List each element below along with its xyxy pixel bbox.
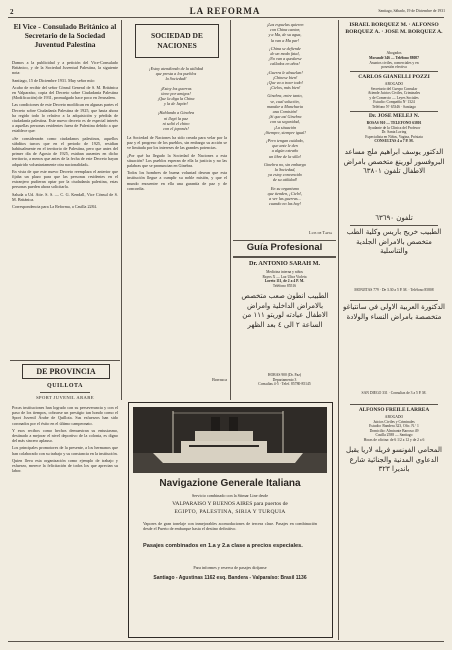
detail-line: Rayos X — Luz Ultra Violeta — [262, 274, 307, 279]
detail-line: Domicilio: Almirante Barroso 49 — [369, 428, 419, 433]
detail-line: Departamento 3 — [272, 377, 297, 382]
date-line: Santiago, Sábado, 19 de Diciembre de 1931 — [378, 9, 445, 13]
provincia-section-box: DE PROVINCIA — [22, 364, 110, 379]
poem-line: la van a Ma par! — [270, 37, 300, 43]
poem-line: mandar a Manchuria — [267, 103, 303, 109]
navigazione-route-2: EGIPTO, PALESTINA, SIRIA Y TURQUIA — [174, 509, 286, 515]
bottom-rule — [8, 641, 444, 642]
larrea-details — [342, 415, 446, 443]
gianelli-details — [342, 82, 446, 110]
divider — [350, 404, 438, 405]
society-article — [127, 135, 227, 375]
poem-line: ni salió el chino — [162, 120, 190, 126]
poem-line: de su utilidad! — [272, 177, 298, 183]
poem-line: ¡La situación — [273, 124, 297, 130]
detail-line: Estudio: Bandera 323, Ofic. N.º 1 — [369, 424, 419, 429]
paragraph: En vista de que este nuevo Decreto reemplaza el anterior que fijaba un plazo para que las personas residentes en el extranjero pudieran optar por la ciudadanía palestina, estas personas pueden ahora solicitarla. — [12, 168, 118, 190]
melej-details — [342, 121, 446, 144]
detail-line: Teléfono 85516 — [272, 283, 297, 288]
poem-line: ¡Guerra le absuelan! — [267, 69, 303, 75]
detail-line: Teléfono Nº 65346 · Santiago — [372, 104, 416, 109]
detail-line: Secretario del Cuerpo Consular — [370, 86, 418, 91]
detail-line: Medicina interna y niños — [266, 270, 303, 274]
poem-line: con su seguridad, — [270, 119, 300, 125]
poem-line: callados en años! — [270, 61, 300, 67]
society-of-nations-box: SOCIEDAD DE NACIONES — [135, 24, 219, 58]
paris-arabic: الطبيب خريج باريس وكلية الطب متخصص بالامراض الجلدية والتناسلية — [346, 228, 442, 255]
doctor-sarah-name: Dr. ANTONIO SARAH M. — [249, 260, 320, 267]
gianelli-name: CARLOS GIANELLI POZZI — [358, 74, 430, 80]
divider — [350, 225, 438, 226]
navigazione-address: Santiago - Agustinas 1162 esq. Bandera - Valparaíso: Brasil 1136 — [153, 575, 307, 581]
navigazione-ad — [128, 402, 333, 638]
divider — [350, 300, 438, 301]
melej-name: Dr. JOSE MELEJ N. — [368, 113, 420, 119]
poem-line: ¡Siempre, siempre igual! — [264, 129, 306, 135]
paragraph: Santiago, 15 de Diciembre 1931. Muy señor mío: — [12, 77, 95, 83]
poem-line: Ginebra no, sin embargo — [264, 161, 306, 167]
borquez-title: Abogados — [386, 51, 402, 55]
detail-line: CONSULTAS 4 a 7 P. M. — [374, 139, 414, 144]
poem-line: ¡Hablando a Ginebra — [157, 110, 195, 116]
masthead: LA REFORMA — [189, 6, 261, 16]
poem-line: una Comisión! — [272, 109, 298, 115]
column-divider-2 — [230, 20, 231, 400]
paragraph: Todos los hombres de buena voluntad desean que esta institución llegue a cumplir su noble misión, y que el mundo encuentre en ella una garantía de paz y de concordia. — [127, 170, 227, 191]
navigazione-highlight: Pasajes combinados en 1.a y 2.a clase a precios especiales. — [143, 543, 303, 549]
divider — [350, 111, 438, 112]
poem-line: ¡Si que así Ginebra — [268, 114, 302, 120]
poem-line: un libre de la silla! — [269, 153, 301, 159]
poem-line: ni llegó la paz — [164, 115, 188, 121]
detail-line: ROSAS 910 — TELEFONO 63801 — [366, 121, 422, 125]
paragraph: Las condiciones de este Decreto modifican en algunas partes el Decreto sobre Ciudadanía Palestina de 1925, que hasta ahora ha regido todo lo relativo a la adquisición y pérdida de ciudadanía palestina. Este nuevo decreto es de especial interés a aquellas personas residentes fuera de Palestina debido a que establece que: — [12, 102, 118, 134]
paragraph: Los principales promotores de la presente, a los hermanos que han colaborado con su trabajo y su constancia en la institución. — [12, 445, 118, 456]
poem-line: En su organismo — [270, 185, 300, 191]
poem-line: a algún extraño — [271, 148, 299, 154]
poem-line: y a Ma, de su agua, — [268, 32, 302, 38]
poem-line: que ante le den — [272, 143, 298, 149]
paragraph: Acabo de recibir del señor Cónsul General de S. M. Británica en Valparaíso, copia del Decreto sobre Ciudadanía Palestina (Modificación) de 1931, promulgado hace poco en Jerusalem. — [12, 84, 118, 101]
ship-illustration — [133, 407, 327, 473]
melej-arabic: الدكتور يوسف ابراهيم ملج مساعد البروفسور لورينغ متخصص بامراض الاطفال تلفون ٦٣٨٠١ — [343, 148, 445, 175]
melej-phone: تلفون ٦٣٦٩٠ — [375, 214, 413, 222]
poem-line: ¡Que va a traer todo! — [266, 80, 304, 86]
borquez-details — [342, 56, 446, 70]
guia-profesional-title: Guía Profesional — [246, 242, 323, 253]
poem-line: la Sociedad, — [274, 167, 296, 173]
poem-line: ¡Chinese bien! — [272, 74, 298, 80]
paragraph: La Sociedad de Naciones ha sido creada para velar por la paz y el progreso de los pueblos, sin embargo su acción se ve limitada por los intereses de las grandes potencias. — [127, 135, 227, 151]
navigazione-info: Para informes y reserva de pasajes diríjanse — [193, 565, 267, 570]
poem-line: que presta a los pueblos — [155, 71, 197, 77]
poem-line: cuando no las hay! — [269, 201, 301, 207]
detail-line: Juicios Civiles y Criminales — [373, 419, 415, 424]
paragraph: Quien lleva esta organización como ejemplo de trabajo y esfuerzo, merece la felicitación de todos los que aprecian su labor. — [12, 457, 118, 474]
paragraph: Y esos recibos como hechos demuestran su entusiasmo, destinado a mejorar el nivel deportivo de la colonia, es digno del más sincero aplauso. — [12, 427, 118, 444]
paragraph: Correspondencia para La Reforma, a Casilla 2284. — [12, 204, 97, 210]
navigazione-body: Vapores de gran tonelaje con inmejorables acomodaciones de tercera clase. Pasajes en combinación desde el Puerto de embarque hasta el destino definitivo. — [143, 521, 317, 532]
detail-line: ABOGADO — [384, 415, 404, 419]
poem-line: ¡China se defiende — [269, 45, 301, 51]
detail-line: Horas de oficina: de 6 1/2 a 12 y de 2 a 6 — [363, 437, 425, 442]
detail-line: posesión efectiva — [381, 65, 407, 70]
paragraph: ¿Por qué ha llegado la Sociedad de Naciones a esta situación? Los pueblos esperan de ella la justicia y no las palabras que se pronuncian en Ginebra. — [127, 152, 227, 169]
article-consulate-body — [12, 60, 118, 360]
guia-top-rule — [233, 240, 336, 241]
borquez-lawyers: ISRAEL BORQUEZ M. · ALFONSO BORQUEZ A. · JOSE M. BORQUEZ A. — [345, 22, 443, 35]
poem-line: ¡No van a quedarse — [268, 56, 302, 62]
china-poem — [236, 22, 334, 227]
city-rule — [40, 392, 90, 393]
headline-british-consulate: El Vice - Consulado Británico al Secretario de la Sociedad Juventud Palestina — [13, 22, 117, 50]
detail-line: Consultas 4-5 · Telef. 85780-85145 — [258, 382, 311, 387]
society-signature: Borrasca — [212, 377, 227, 382]
larrea-name: ALFONSO FREILE LARREA — [358, 407, 430, 413]
provincia-subhead: SPORT JUVENIL ARABE — [36, 395, 94, 400]
column-divider-3 — [338, 20, 339, 640]
navigazione-route-1: VALPARAISO Y BUENOS AIRES para puertos de — [172, 501, 288, 507]
doctor-sarah-footer — [233, 373, 336, 387]
navigazione-subtitle: Servicio combinado con la Sitmar Line desde — [191, 493, 269, 498]
detail-line: Morandé 346 — Teléfono 88087 — [369, 56, 419, 60]
poem-line: ¡Que la diga la China — [157, 96, 195, 102]
detail-line: y de Comercio — Leyes Sociales — [369, 95, 419, 100]
society-poem — [126, 66, 226, 131]
detail-line: Atiende Juicios Civiles, Criminales — [367, 91, 421, 96]
column-divider-1 — [121, 20, 122, 400]
paragraph: Damos a la publicidad y a petición del Vice-Consulado Británico, y de la Sociedad Juventud Palestina, la siguiente nota: — [12, 60, 118, 76]
paragraph: Pocas instituciones han logrado con su perseverancia y con el paso de los tiempos, cobrarse un prestigio tan hondo como el Sport Juvenil Árabe de Quillota. Sus esfuerzos han sido coronados por el éxito en el último campeonato. — [12, 405, 118, 426]
poem-line: a ver las guerras... — [269, 196, 301, 202]
poem-author: Luis de Tapia — [309, 230, 332, 235]
larrea-arabic: المحامي الفونسو فريله لاريا يقبل الدعاوي المدنية والجنائية شارع بانديرا ٣٢٣ — [346, 446, 442, 473]
detail-line: Casilla 2588 — Santiago — [375, 433, 413, 438]
monjitas-line: MONJITAS 779 · De 3.30 a 5 P. M. · Teléfono 85808 — [354, 288, 434, 292]
paragraph: «Se considerarán como ciudadanos palestinos, aquellos súbditos turcos que en el periodo de 1925, residían habitualmente en el territorio de Palestina, pero que antes del primer día de Agosto de 1925, estaban ausentes en dicho territorio, a menos que antes de la fecha de este Decreto hayan adquirido voluntariamente otra nacionalidad». — [12, 135, 118, 167]
detail-line: ABOGADO — [384, 82, 404, 86]
clinic-arabic: الدكتورة العربية الاولى في سانتياغو متخصصة بامراض النساء والولادة — [343, 303, 445, 321]
doctor-sarah-details — [233, 270, 336, 288]
poem-line: y la de Japón! — [164, 101, 188, 107]
poem-line: la Sociedad! — [165, 76, 187, 82]
poem-line: ya estoy convencido — [268, 172, 302, 178]
poem-line: ve, cual solución, — [270, 98, 300, 104]
poem-line: que tienden, ¡Cielo!, — [267, 190, 303, 196]
divider — [350, 71, 438, 72]
poem-line: ¡Pero tengan cuidado, — [266, 138, 304, 144]
detail-line: HORAS 900 (Dr. Paz) — [267, 373, 302, 377]
poem-line: ¡Las espuelas quieren — [266, 22, 304, 27]
page-number: 2 — [10, 8, 14, 16]
poem-line: con China cantar, — [270, 27, 300, 33]
navigazione-title: Navigazione Generale Italiana — [159, 478, 301, 489]
provincia-city: QUILLOTA — [47, 383, 83, 389]
poem-line: ¡Estoy los guerras — [160, 85, 192, 91]
doctor-sarah-arabic: الطبيب انطون صعب متخصص بالامراض الداخلية وامراض الاطفال عيادته لوريتو ١١١ من الساعة ٢ الى ٤ بعد الظهر — [241, 292, 329, 329]
san-diego-line: SAN DIEGO 331 · Consultas de 3 a 5 P. M. — [361, 391, 427, 395]
poem-line: ¡Estoy atendiendo de la utilidad — [149, 66, 203, 71]
provincia-body — [12, 405, 118, 637]
poem-line: de un modo fatal, — [270, 51, 300, 57]
detail-line: Especialista en Niños, Vagina, Próstata — [365, 134, 423, 139]
poem-line: Ginebra, entre tanto, — [267, 93, 303, 99]
detail-line: Asuntos civiles, comerciales y en — [369, 60, 419, 65]
poem-line: ¡Cielos, más bien! — [269, 85, 301, 91]
detail-line: Loreto 111, de 2 a 4 P. M. — [264, 279, 305, 284]
detail-line: Estudio: Compañía Nº 1324 — [373, 100, 415, 105]
guia-bottom-rule — [233, 256, 336, 258]
detail-line: Dr. Santa Loring — [381, 130, 407, 135]
signature: Saluda a Ud. Atte. S. S. — C. G. Kendall, Vice Cónsul de S. M. Británica. — [12, 191, 118, 202]
poem-line: tiene por amigos! — [161, 90, 191, 96]
header-rule — [8, 17, 444, 18]
poem-line: con el japonés! — [163, 126, 189, 132]
provincia-top-rule — [10, 360, 120, 361]
detail-line: Ayudante de la Clínica del Profesor — [367, 125, 421, 130]
